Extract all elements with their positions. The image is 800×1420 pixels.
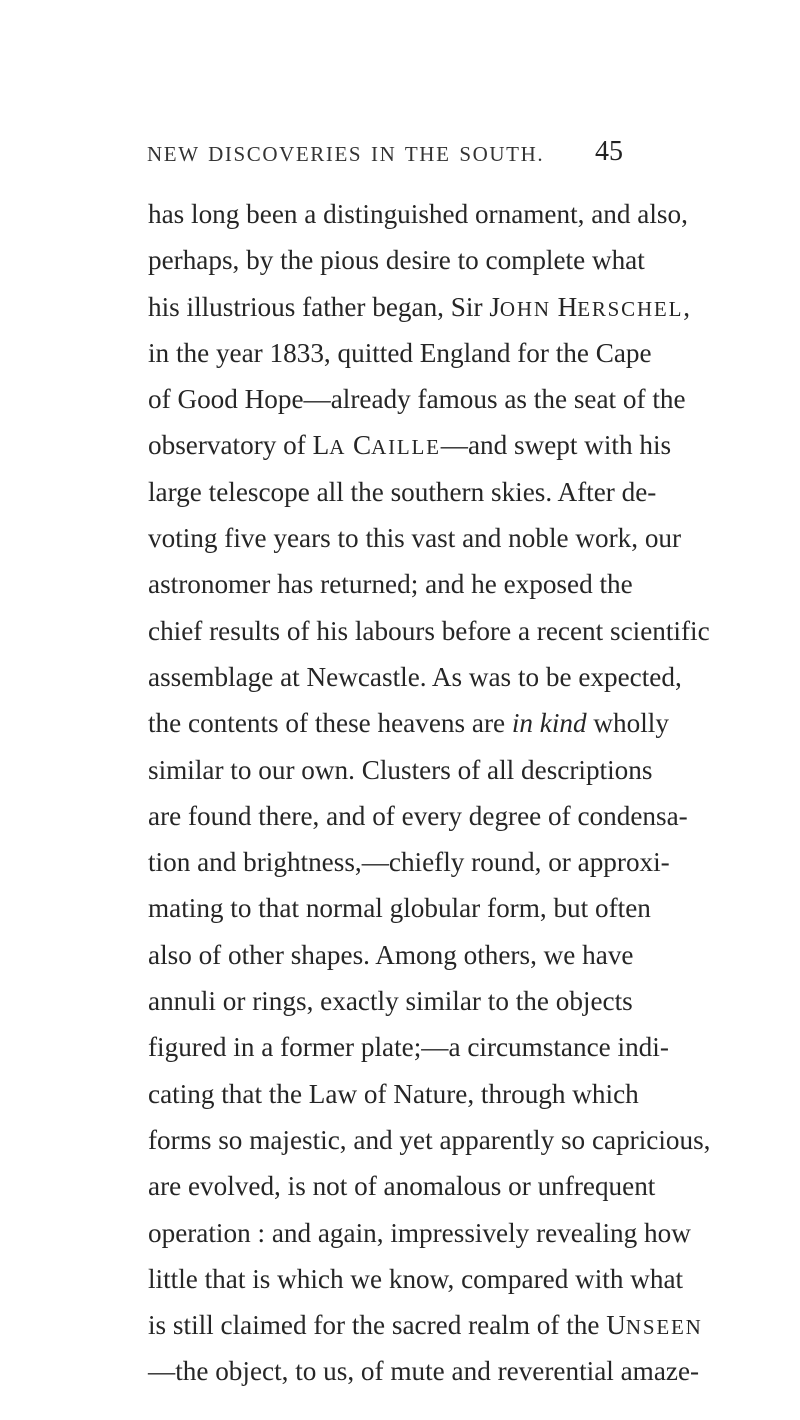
text-line-7: large telescope all the southern skies. After de- [148, 476, 657, 507]
text-line-10: chief results of his labours before a recent scientific [148, 615, 710, 646]
text-line-13: similar to our own. Clusters of all descriptions [148, 754, 653, 785]
text-line-4: in the year 1833, quitted England for the Cape [148, 337, 652, 368]
body-text [148, 191, 711, 1395]
text-line-21: forms so majestic, and yet apparently so capricious, [148, 1124, 711, 1155]
text-line-17: also of other shapes. Among others, we have [148, 939, 634, 970]
name-john-herschel: JOHN HERSCHEL [489, 291, 684, 322]
name-la-caille: LA CAILLE [312, 430, 441, 461]
text-line-2: perhaps, by the pious desire to complete what [148, 245, 645, 276]
text-line-19: figured in a former plate;—a circumstance indi- [148, 1032, 669, 1063]
text-line-18: annuli or rings, exactly similar to the objects [148, 986, 633, 1017]
text-line-22: are evolved, is not of anomalous or unfrequent [148, 1171, 656, 1202]
text-line-6: observatory of LA CAILLE—and swept with his [148, 430, 672, 461]
text-line-23: operation : and again, impressively revealing how [148, 1217, 691, 1248]
text-line-12: the contents of these heavens are in kind wholly [148, 708, 669, 739]
text-line-25: is still claimed for the sacred realm of the UNSEEN [148, 1310, 703, 1341]
running-title: NEW DISCOVERIES IN THE SOUTH. [147, 142, 545, 166]
italic-phrase: in kind [511, 708, 587, 739]
name-unseen: UNSEEN [606, 1310, 703, 1341]
text-line-24: little that is which we know, compared with what [148, 1263, 684, 1294]
text-line-20: cating that the Law of Nature, through which [148, 1078, 639, 1109]
text-line-11: assemblage at Newcastle. As was to be expected, [148, 661, 682, 692]
text-line-8: voting five years to this vast and noble work, our [148, 523, 682, 554]
text-line-5: of Good Hope—already famous as the seat of the [148, 384, 686, 415]
text-line-26: —the object, to us, of mute and reverential amaze- [148, 1356, 700, 1387]
text-line-15: tion and brightness,—chiefly round, or approxi- [148, 847, 670, 878]
text-line-1: has long been a distinguished ornament, and also, [148, 199, 688, 229]
text-line-3: his illustrious father began, Sir JOHN HERSCHEL, [148, 291, 690, 322]
text-line-14: are found there, and of every degree of condensa- [148, 800, 688, 831]
text-line-9: astronomer has returned; and he exposed the [148, 569, 633, 600]
running-head [0, 136, 800, 170]
text-line-16: mating to that normal globular form, but often [148, 893, 651, 924]
page-number: 45 [595, 136, 623, 167]
